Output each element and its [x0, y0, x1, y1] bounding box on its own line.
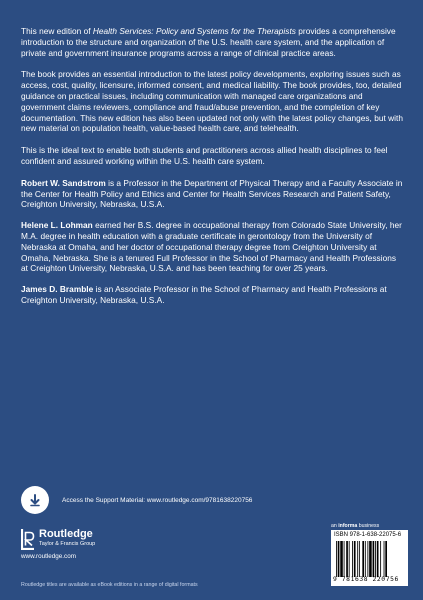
description-paragraph-3: This is the ideal text to enable both students and practitioners across allied health disciplines to feel confident and assured working within the U.S. health care system. [21, 145, 388, 166]
barcode-bar [340, 541, 343, 577]
description-paragraph-1 [21, 26, 404, 58]
barcode-bar [375, 541, 376, 577]
barcode-bar [384, 541, 385, 577]
barcode-bar [344, 541, 345, 577]
author-bio-text: is a Professor in the Department of Physical Therapy and a Faculty Associate in the Center for Health Policy and Ethics and Center for Health Services Research and Patient Safety, Creighton University, Nebraska, U.S.A. [21, 177, 403, 210]
barcode-bar [380, 541, 381, 577]
informa-name: informa [338, 523, 358, 529]
barcode-bar [338, 541, 340, 577]
informa-suffix: business [357, 523, 380, 529]
book-title: Health Services: Policy and Systems for the Therapists [92, 26, 296, 36]
barcode-bar [336, 541, 337, 577]
publisher-group: Taylor & Francis Group [39, 541, 96, 547]
barcode-bar [365, 541, 366, 577]
description-paragraph-2: The book provides an essential introduction to the latest policy developments, exploring issues such as access, cost, quality, licensure, informed consent, and medical liability. The book provides, too, detailed guidance on practical issues, including communication with managed care organizations and government claims reviewers, compliance and fraud/abuse prevention, and the completion of key documentation. This new edition has also been updated not only with the latest policy changes, but with new material on population health, value-based health care, and telehealth. [21, 69, 403, 134]
author-bio-text: is an Associate Professor in the School of Pharmacy and Health Professions at Creighton University, Nebraska, U.S.A. [21, 284, 387, 305]
barcode-bar [354, 541, 356, 577]
barcode-bar [377, 541, 379, 577]
barcode-image [336, 541, 404, 577]
barcode-bar [369, 541, 372, 577]
barcode-bar [367, 541, 368, 577]
author-bio-lohman [21, 220, 404, 274]
barcode-panel [331, 530, 408, 586]
author-bio-text: earned her B.S. degree in occupational therapy from Colorado State University, her M.A. degree in health education with a graduate certificate in gerontology from the University of Nebraska at Omaha, and her doctor of occupational therapy degree from Creighton University at Omaha, Nebraska. She is a tenured Full Professor in the School of Pharmacy and Health Professions at Creighton University, Nebraska, U.S.A. and has been teaching for over 25 years. [21, 220, 402, 274]
informa-business-label [331, 523, 379, 529]
publisher-name: Routledge [39, 528, 93, 540]
isbn-text: ISBN 978-1-638-22075-6 [334, 532, 402, 538]
author-name: Helene L. Lohman [21, 220, 93, 231]
routledge-mark-icon [21, 528, 35, 550]
support-material-icon [21, 486, 49, 514]
barcode-bar [359, 541, 360, 577]
author-bio-bramble [21, 284, 404, 306]
barcode-bar [357, 541, 358, 577]
barcode-bar [373, 541, 375, 577]
author-bio-sandstrom [21, 178, 404, 210]
barcode-bar [362, 541, 364, 577]
support-material-link[interactable]: Access the Support Material: www.routledge.com/9781638220756 [62, 497, 253, 504]
barcode-bar [346, 541, 348, 577]
informa-prefix: an [331, 523, 339, 529]
back-cover-text [21, 26, 404, 316]
publisher-url[interactable]: www.routledge.com [21, 553, 76, 560]
download-arrow-icon [23, 488, 47, 512]
barcode-number: 9 781638 220756 [333, 576, 399, 583]
ebook-note: Routledge titles are available as eBook editions in a range of digital formats [21, 582, 198, 588]
barcode-bar [385, 541, 387, 577]
description-text: This new edition of [21, 26, 93, 36]
author-name: Robert W. Sandstrom [21, 177, 106, 188]
barcode-bar [349, 541, 350, 577]
author-name: James D. Bramble [21, 284, 94, 295]
description-text: provides a comprehensive introduction to the structure and organization of the U.S. health care system, and the application of private and government insurance programs across a range of clinical practice areas. [21, 26, 396, 58]
barcode-bar [352, 541, 353, 577]
